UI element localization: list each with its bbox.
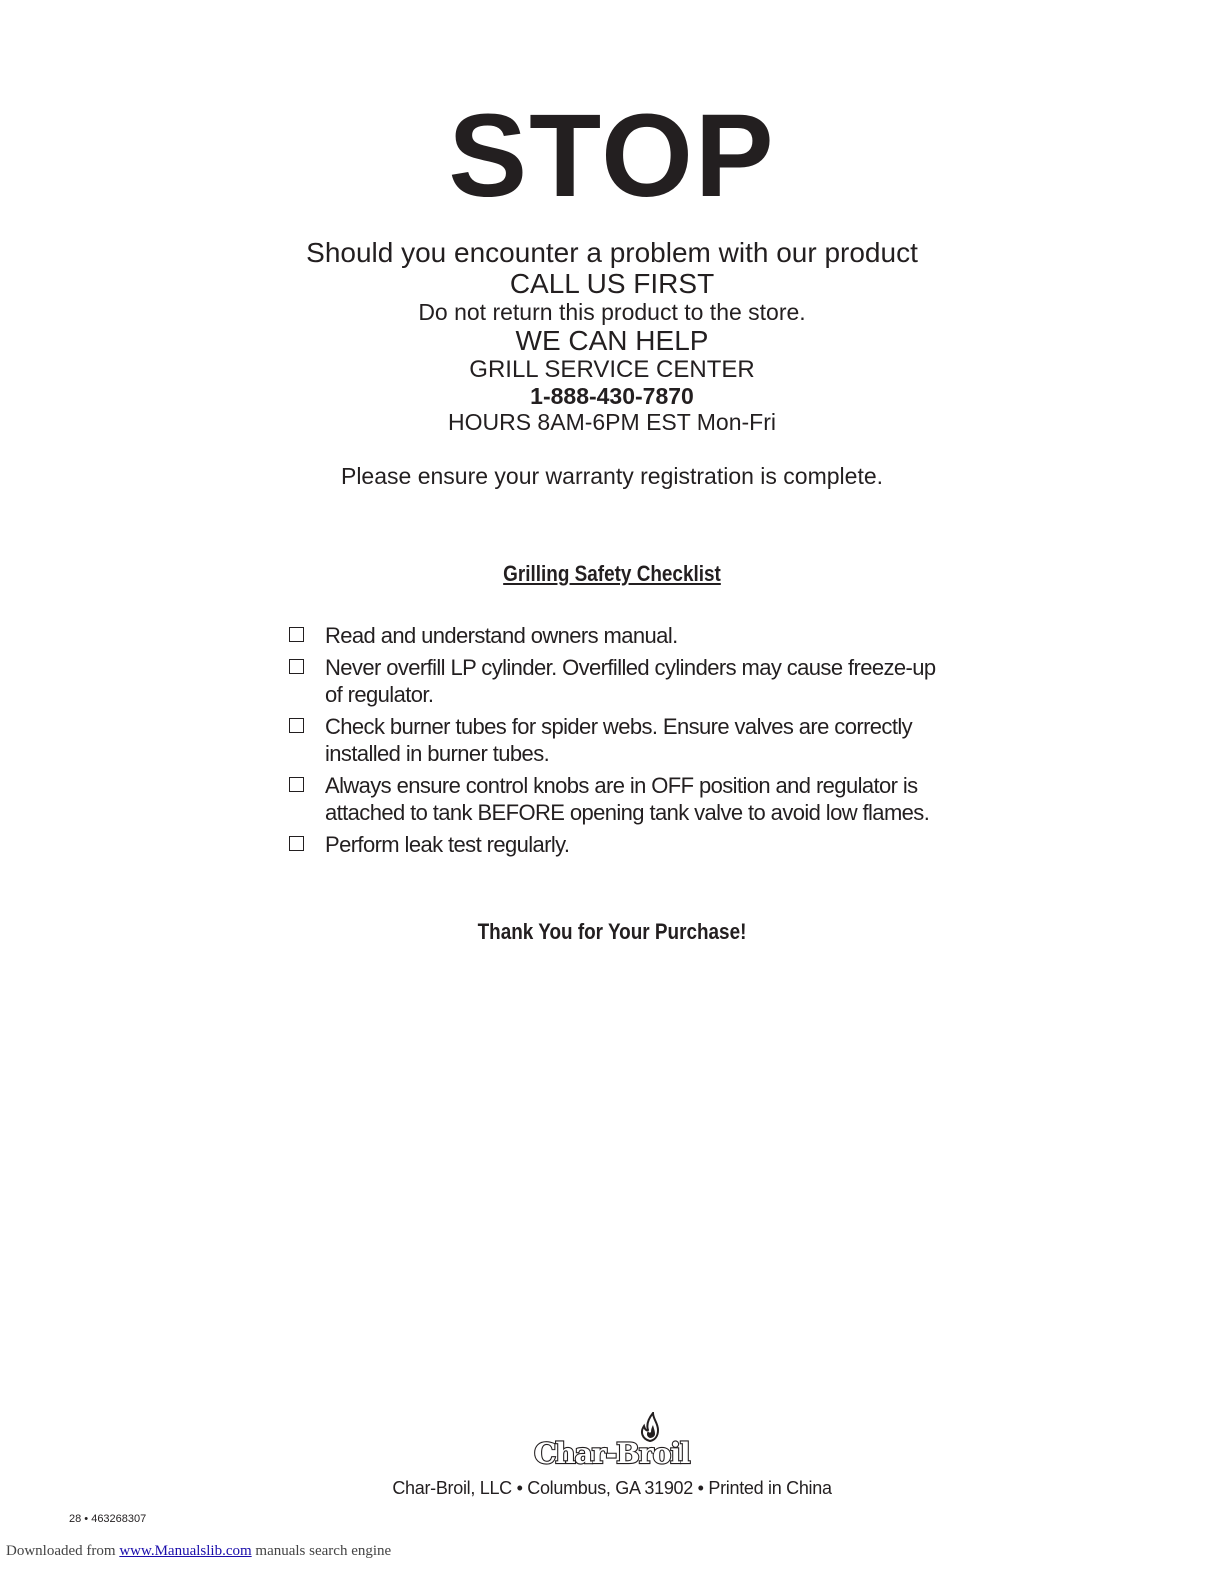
safety-checklist bbox=[289, 622, 949, 863]
checkbox-icon[interactable] bbox=[289, 627, 304, 642]
we-can-help: WE CAN HELP bbox=[515, 325, 709, 356]
problem-line: Should you encounter a problem with our product bbox=[306, 237, 918, 268]
checklist-item-text: Read and understand owners manual. bbox=[325, 623, 678, 648]
checklist-item-text: Always ensure control knobs are in OFF position and regulator is attached to tank BEFORE opening tank valve to avoid low flames. bbox=[325, 773, 930, 825]
checklist-item bbox=[289, 622, 949, 649]
checklist-title: Grilling Safety Checklist bbox=[503, 561, 721, 586]
service-center-name: GRILL SERVICE CENTER bbox=[469, 356, 755, 383]
thank-you-message: Thank You for Your Purchase! bbox=[477, 919, 747, 944]
checkbox-icon[interactable] bbox=[289, 836, 304, 851]
warranty-note: Please ensure your warranty registration is complete. bbox=[340, 463, 884, 489]
char-broil-logo bbox=[534, 1412, 690, 1470]
checklist-item bbox=[289, 772, 949, 826]
stop-heading: STOP bbox=[448, 90, 776, 222]
company-address: Char-Broil, LLC • Columbus, GA 31902 • Printed in China bbox=[392, 1478, 832, 1498]
service-hours: HOURS 8AM-6PM EST Mon-Fri bbox=[447, 409, 776, 435]
call-us-first: CALL US FIRST bbox=[509, 268, 715, 299]
logo-wordmark: Char-Broil bbox=[534, 1437, 690, 1470]
download-suffix: manuals search engine bbox=[255, 1543, 392, 1559]
download-note bbox=[6, 1542, 391, 1560]
checklist-item bbox=[289, 831, 949, 858]
checkbox-icon[interactable] bbox=[289, 659, 304, 674]
checklist-item-text: Check burner tubes for spider webs. Ensure valves are correctly installed in burner tubes. bbox=[325, 714, 913, 766]
checklist-item-text: Never overfill LP cylinder. Overfilled cylinders may cause freeze-up of regulator. bbox=[325, 655, 936, 707]
checklist-item-text: Perform leak test regularly. bbox=[325, 832, 570, 857]
download-prefix: Downloaded from bbox=[6, 1543, 116, 1559]
checkbox-icon[interactable] bbox=[289, 718, 304, 733]
page-number: 28 • 463268307 bbox=[69, 1513, 147, 1525]
checklist-item bbox=[289, 654, 949, 708]
do-not-return: Do not return this product to the store. bbox=[418, 299, 806, 325]
manualslib-link[interactable]: www.Manualslib.com bbox=[119, 1543, 252, 1559]
checklist-item bbox=[289, 713, 949, 767]
checkbox-icon[interactable] bbox=[289, 777, 304, 792]
service-phone: 1-888-430-7870 bbox=[530, 383, 694, 409]
